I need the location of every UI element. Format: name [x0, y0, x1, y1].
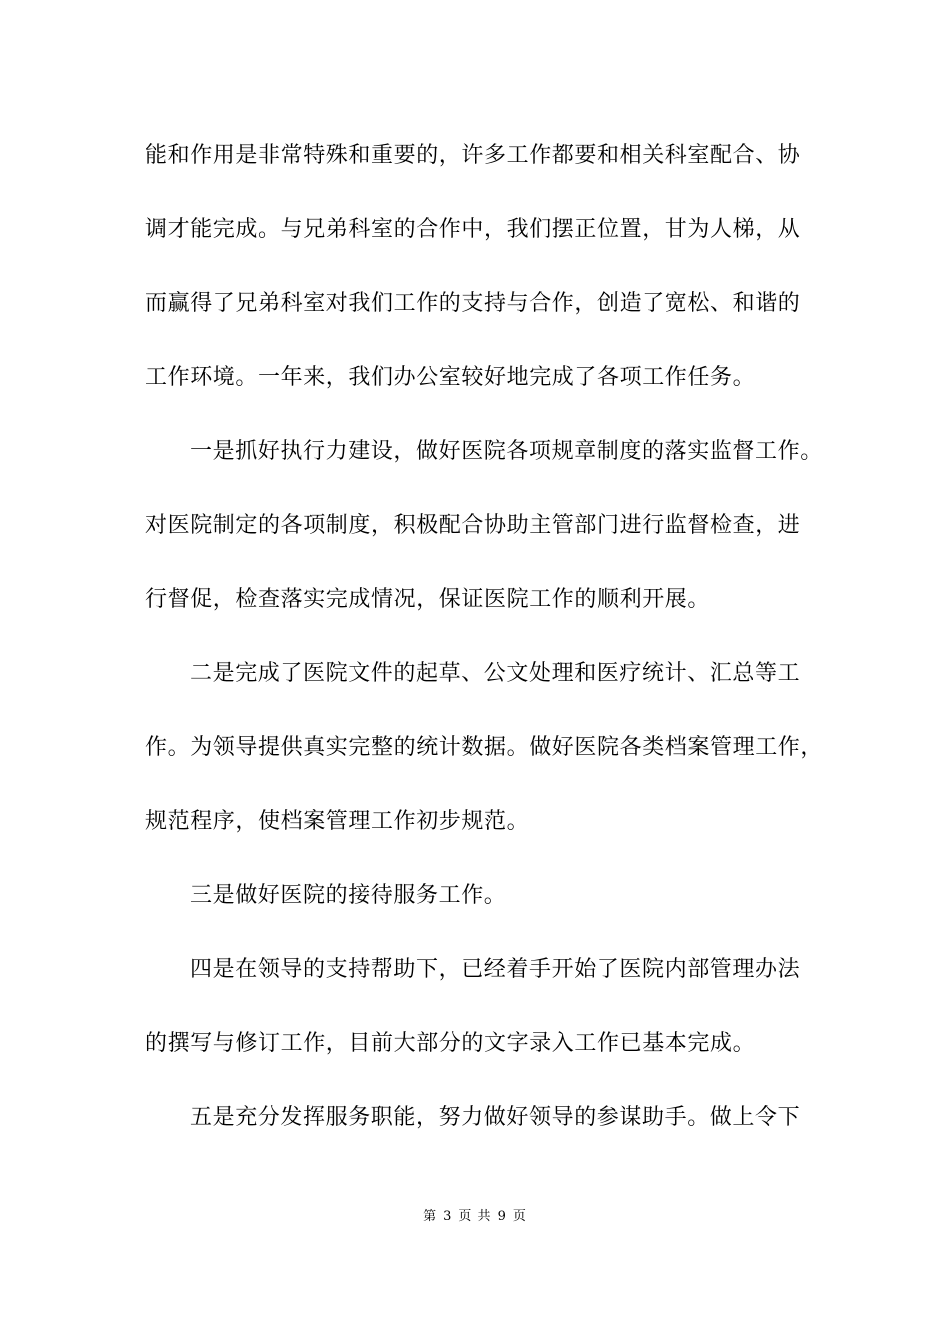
- text-line-10: 规范程序，使档案管理工作初步规范。: [145, 809, 530, 834]
- text-line-11: 三是做好医院的接待服务工作。: [190, 883, 507, 908]
- text-line-7: 行督促，检查落实完成情况，保证医院工作的顺利开展。: [145, 587, 711, 612]
- footer-total-pages: 9: [497, 1209, 507, 1224]
- text-line-14: 五是充分发挥服务职能，努力做好领导的参谋助手。做上令下: [190, 1105, 801, 1130]
- footer-middle: 页 共: [458, 1209, 492, 1224]
- text-line-8: 二是完成了医院文件的起草、公文处理和医疗统计、汇总等工: [190, 661, 801, 686]
- text-line-12: 四是在领导的支持帮助下，已经着手开始了医院内部管理办法: [190, 957, 801, 982]
- text-line-5: 一是抓好执行力建设，做好医院各项规章制度的落实监督工作。: [190, 439, 823, 464]
- footer-prefix: 第: [423, 1209, 438, 1224]
- text-line-2: 调才能完成。与兄弟科室的合作中，我们摆正位置，甘为人梯，从: [145, 217, 801, 242]
- footer-suffix: 页: [512, 1209, 527, 1224]
- page-footer: [0, 1208, 950, 1226]
- text-line-3: 而赢得了兄弟科室对我们工作的支持与合作，创造了宽松、和谐的: [145, 291, 801, 316]
- text-line-6: 对医院制定的各项制度，积极配合协助主管部门进行监督检查，进: [145, 513, 801, 538]
- text-line-9: 作。为领导提供真实完整的统计数据。做好医院各类档案管理工作，: [145, 735, 824, 760]
- footer-page-number: 3: [443, 1209, 453, 1224]
- text-line-13: 的撰写与修订工作，目前大部分的文字录入工作已基本完成。: [145, 1031, 756, 1056]
- text-line-4: 工作环境。一年来，我们办公室较好地完成了各项工作任务。: [145, 365, 756, 390]
- text-line-1: 能和作用是非常特殊和重要的，许多工作都要和相关科室配合、协: [145, 143, 801, 168]
